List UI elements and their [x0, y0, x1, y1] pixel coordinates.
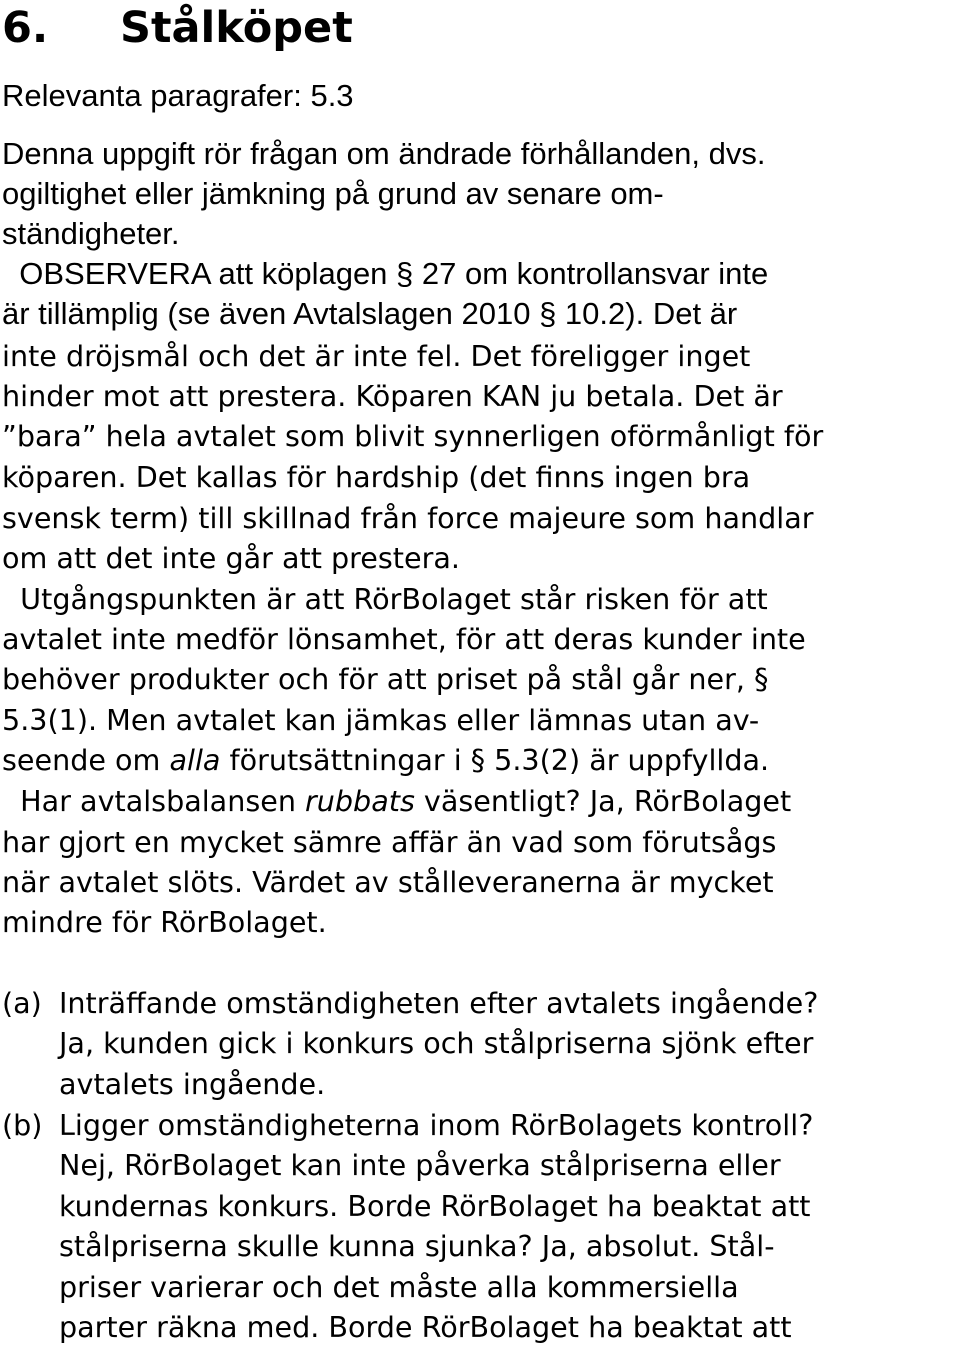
text-line: köparen. Det kallas för hardship (det finns ingen bra	[2, 460, 751, 494]
text-line: avtalet inte medför lönsamhet, för att deras kunder inte	[2, 622, 806, 656]
item-line: avtalets ingående.	[59, 1067, 326, 1101]
text-line: är tillämplig (se även Avtalslagen 2010 § 10.2). Det är	[2, 296, 738, 331]
item-line: stålpriserna skulle kunna sjunka? Ja, absolut. Stål-	[59, 1229, 775, 1263]
text-line: behöver produkter och för att priset på stål går ner, §	[2, 662, 769, 696]
text-line: OBSERVERA att köplagen § 27 om kontrollansvar inte	[2, 256, 769, 291]
item-label: (b)	[2, 1108, 43, 1142]
relevant-paragraphs: Relevanta paragrafer: 5.3	[2, 78, 354, 113]
text-line: har gjort en mycket sämre affär än vad som förutsågs	[2, 825, 777, 859]
section-heading	[2, 0, 353, 56]
text-line: ständigheter.	[2, 216, 180, 251]
text-line: inte dröjsmål och det är inte fel. Det föreligger inget	[2, 339, 751, 373]
text-line: mindre för RörBolaget.	[2, 905, 327, 939]
text-line: ogiltighet eller jämkning på grund av senare om-	[2, 176, 664, 211]
item-line: Inträffande omständigheten efter avtalets ingående?	[59, 986, 819, 1020]
text-line: hinder mot att prestera. Köparen KAN ju betala. Det är	[2, 379, 783, 413]
emphasis-text: rubbats	[305, 784, 415, 818]
text-line	[2, 781, 791, 821]
text-line: Denna uppgift rör frågan om ändrade förhållanden, dvs.	[2, 136, 766, 171]
text-line: ”bara” hela avtalet som blivit synnerligen oförmånligt för	[2, 419, 824, 453]
text-line: när avtalet slöts. Värdet av stålleveranerna är mycket	[2, 865, 774, 899]
text-line: Utgångspunkten är att RörBolaget står risken för att	[2, 582, 768, 616]
text-line	[2, 740, 769, 780]
text-run: Har avtalsbalansen	[2, 784, 306, 818]
item-line: kundernas konkurs. Borde RörBolaget ha beaktat att	[59, 1189, 811, 1223]
text-line: svensk term) till skillnad från force majeure som handlar	[2, 501, 814, 535]
item-line: Nej, RörBolaget kan inte påverka stålpriserna eller	[59, 1148, 781, 1182]
text-run: väsentligt? Ja, RörBolaget	[414, 784, 792, 818]
item-line: priser varierar och det måste alla kommersiella	[59, 1270, 739, 1304]
text-line: 5.3(1). Men avtalet kan jämkas eller lämnas utan av-	[2, 703, 760, 737]
item-line: Ja, kunden gick i konkurs och stålpriserna sjönk efter	[59, 1026, 814, 1060]
item-line: Ligger omständigheterna inom RörBolagets kontroll?	[59, 1108, 814, 1142]
item-label: (a)	[2, 986, 42, 1020]
section-number: 6.	[2, 3, 49, 53]
item-line: parter räkna med. Borde RörBolaget ha beaktat att	[59, 1310, 792, 1344]
emphasis-text: alla	[169, 743, 221, 777]
text-run: förutsättningar i § 5.3(2) är uppfyllda.	[220, 743, 770, 777]
section-title: Stålköpet	[120, 3, 353, 53]
text-line: om att det inte går att prestera.	[2, 541, 460, 575]
text-run: seende om	[2, 743, 170, 777]
